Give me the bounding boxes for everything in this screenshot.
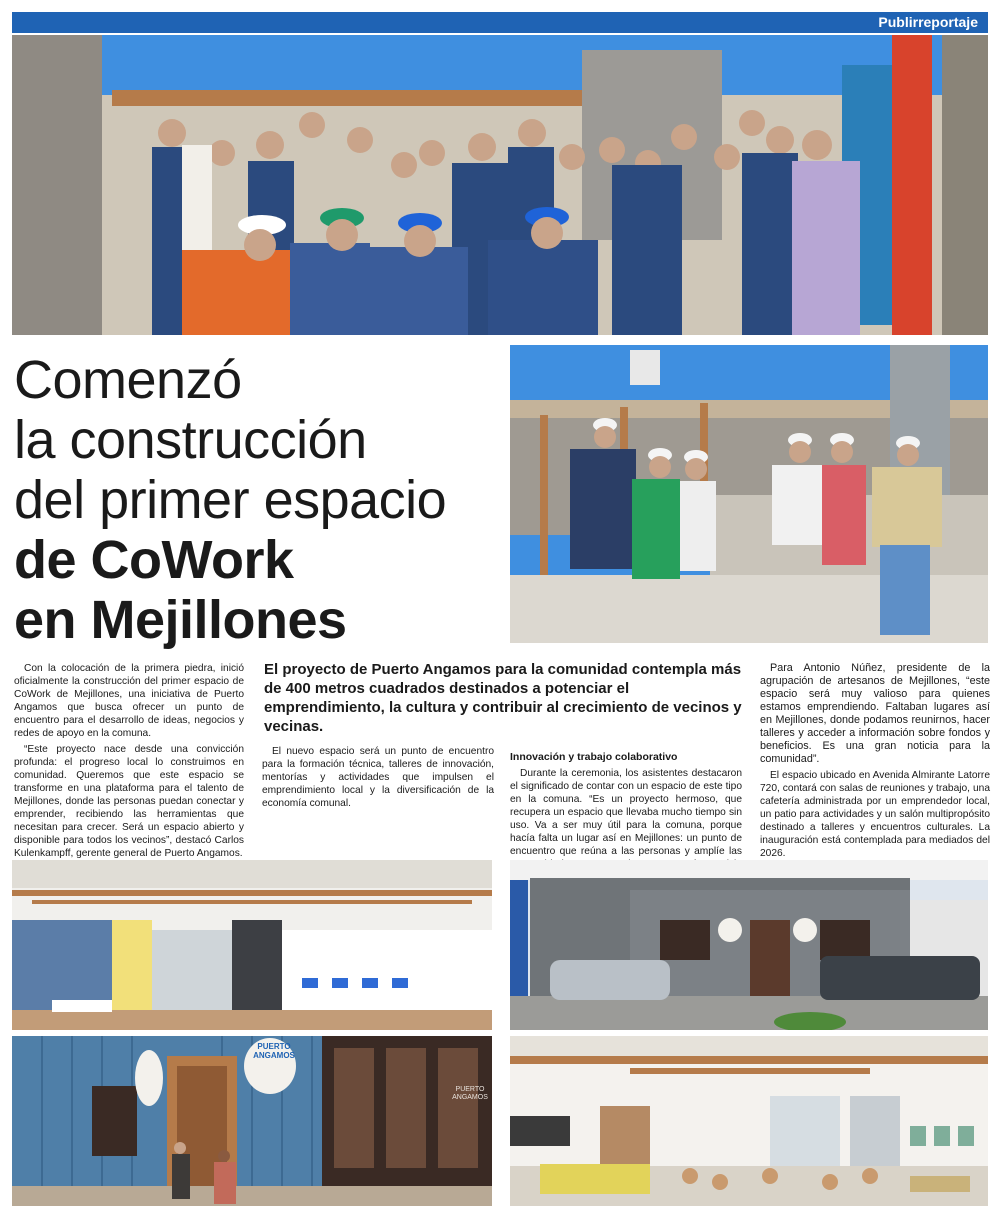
- headline-line-4: de CoWork: [14, 530, 294, 590]
- brand-sign-line-2: ANGAMOS: [253, 1051, 295, 1060]
- brand-sign: [244, 1042, 304, 1060]
- render-entrance: [12, 1036, 492, 1206]
- brand-sign-line-1: PUERTO: [257, 1042, 291, 1051]
- headline-line-1: Comenzó: [14, 350, 242, 410]
- body-column-2: [262, 745, 494, 813]
- headline-line-2: la construcción: [14, 410, 367, 470]
- paragraph: Para Antonio Núñez, presidente de la agrupación de artesanos de Mejillones, “este espacio será muy valioso para quienes estamos emprendiendo. Faltaban lugares así en Mejillones, donde podamos reunirnos, hacer talleres y acceder a información sobre fondos y beneficios. Es una gran noticia para la comunidad”.: [760, 662, 990, 765]
- window-lettering-line-2: ANGAMOS: [452, 1094, 488, 1101]
- paragraph: El nuevo espacio será un punto de encuentro para la formación técnica, talleres de innovación, mentorías y actividades que impulsen el emprendimiento local y la diversificación de la economía comunal.: [262, 746, 494, 809]
- headline-line-5: en Mejillones: [14, 590, 347, 650]
- subheading: Innovación y trabajo colaborativo: [510, 751, 678, 763]
- paragraph: El espacio ubicado en Avenida Almirante Latorre 720, contará con salas de reuniones y trabajo, una cafetería administrada por un emprendedor local, un patio para actividades y un salón multipropósito destinado a talleres y encuentros culturales. La inauguración está contemplada para mediados del 2026.: [760, 770, 990, 859]
- headline-line-3: del primer espacio: [14, 470, 447, 530]
- body-column-4: [760, 662, 990, 863]
- section-banner: [12, 12, 988, 33]
- lead-paragraph: El proyecto de Puerto Angamos para la comunidad contempla más de 400 metros cuadrados destinados a potenciar el emprendimiento, la cultura y contribuir al crecimiento de vecinos y vecinas.: [264, 661, 742, 735]
- window-lettering-line-1: PUERTO: [455, 1086, 485, 1093]
- render-interior-cowork: [12, 860, 492, 1030]
- section-label: Publirreportaje: [878, 14, 978, 30]
- ceremony-photo: [510, 345, 988, 643]
- render-street-facade: [510, 860, 988, 1030]
- render-cafeteria: [510, 1036, 988, 1206]
- group-photo: [12, 35, 988, 335]
- paragraph: “Este proyecto nace desde una convicción profunda: el progreso local lo construimos en comunidad. Queremos que este espacio se transforme en una plataforma para el talento de Mejillones, donde las personas puedan conectar y emprender, recibiendo las herramientas que necesitan para crecer. Será un espacio abierto y disponible para todos los vecinos”, destacó Carlos Kulenkampff, gerente general de Puerto Angamos.: [14, 744, 244, 859]
- paragraph: Durante la ceremonia, los asistentes destacaron el significado de contar con un espacio de este tipo en la comuna. “Es un proyecto hermoso, que recupera un espacio que llevaba mucho tiempo sin uso. Va a ser muy útil para la comuna, porque hacía falta un lugar así en Mejillones: un punto de encuentro que reúna a las personas y amplíe las: [510, 768, 742, 857]
- window-lettering: [448, 1086, 492, 1102]
- paragraph: Con la colocación de la primera piedra, inició oficialmente la construcción del primer espacio de CoWork de Mejillones, una iniciativa de Puerto Angamos que busca ofrecer un punto de encuentro para el desarrollo de ideas, negocios y redes de apoyo en la comuna.: [14, 663, 244, 739]
- headline: [14, 350, 494, 650]
